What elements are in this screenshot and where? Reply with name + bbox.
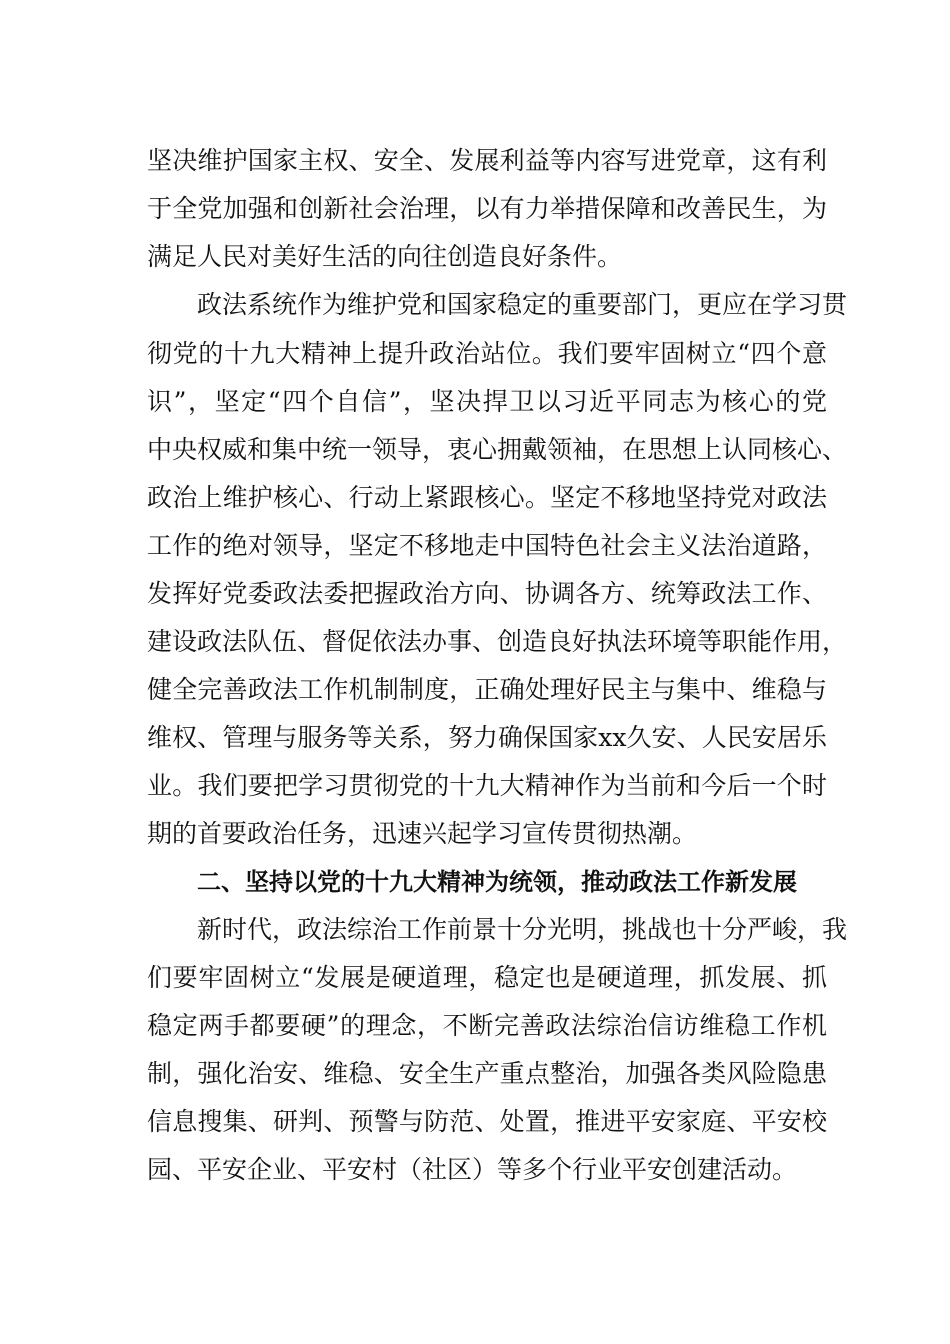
paragraph-3-line-5: 信息搜集、研判、预警与防范、处置，推进平安家庭、平安校 [147,1107,827,1136]
paragraph-3-line-2: 们要牢固树立“发展是硬道理，稳定也是硬道理，抓发展、抓 [147,963,827,992]
paragraph-2-line-9: 健全完善政法工作机制制度，正确处理好民主与集中、维稳与 [147,675,827,704]
paragraph-3-line-4: 制，强化治安、维稳、安全生产重点整治，加强各类风险隐患 [147,1059,827,1088]
paragraph-3-line-1: 新时代，政法综治工作前景十分光明，挑战也十分严峻，我 [197,915,848,944]
paragraph-2-line-4: 中央权威和集中统一领导，衷心拥戴领袖，在思想上认同核心、 [147,435,848,464]
paragraph-1-line-3: 满足人民对美好生活的向往创造良好条件。 [147,242,623,271]
paragraph-2-line-5: 政治上维护核心、行动上紧跟核心。坚定不移地坚持党对政法 [147,483,827,512]
paragraph-2-line-8: 建设政法队伍、督促依法办事、创造良好执法环境等职能作用， [147,627,848,656]
paragraph-2-line-6: 工作的绝对领导，坚定不移地走中国特色社会主义法治道路， [147,531,827,560]
paragraph-2-line-11: 业。我们要把学习贯彻党的十九大精神作为当前和今后一个时 [147,771,827,800]
paragraph-1-line-2: 于全党加强和创新社会治理，以有力举措保障和改善民生，为 [147,194,827,223]
paragraph-2-line-3: 识”，坚定“四个自信”，坚决捍卫以习近平同志为核心的党 [147,387,827,416]
paragraph-3-line-6: 园、平安企业、平安村（社区）等多个行业平安创建活动。 [147,1155,798,1184]
paragraph-2-line-7: 发挥好党委政法委把握政治方向、协调各方、统筹政法工作、 [147,579,827,608]
paragraph-2-line-1: 政法系统作为维护党和国家稳定的重要部门，更应在学习贯 [197,290,848,319]
paragraph-2-line-2: 彻党的十九大精神上提升政治站位。我们要牢固树立“四个意 [147,339,827,368]
paragraph-2-line-12: 期的首要政治任务，迅速兴起学习宣传贯彻热潮。 [147,819,698,848]
section-heading-2: 二、坚持以党的十九大精神为统领，推动政法工作新发展 [197,868,797,896]
paragraph-1-line-1: 坚决维护国家主权、安全、发展利益等内容写进党章，这有利 [147,146,827,175]
paragraph-3-line-3: 稳定两手都要硬”的理念，不断完善政法综治信访维稳工作机 [147,1011,827,1040]
paragraph-2-line-10: 维权、管理与服务等关系，努力确保国家xx久安、人民安居乐 [147,723,827,752]
